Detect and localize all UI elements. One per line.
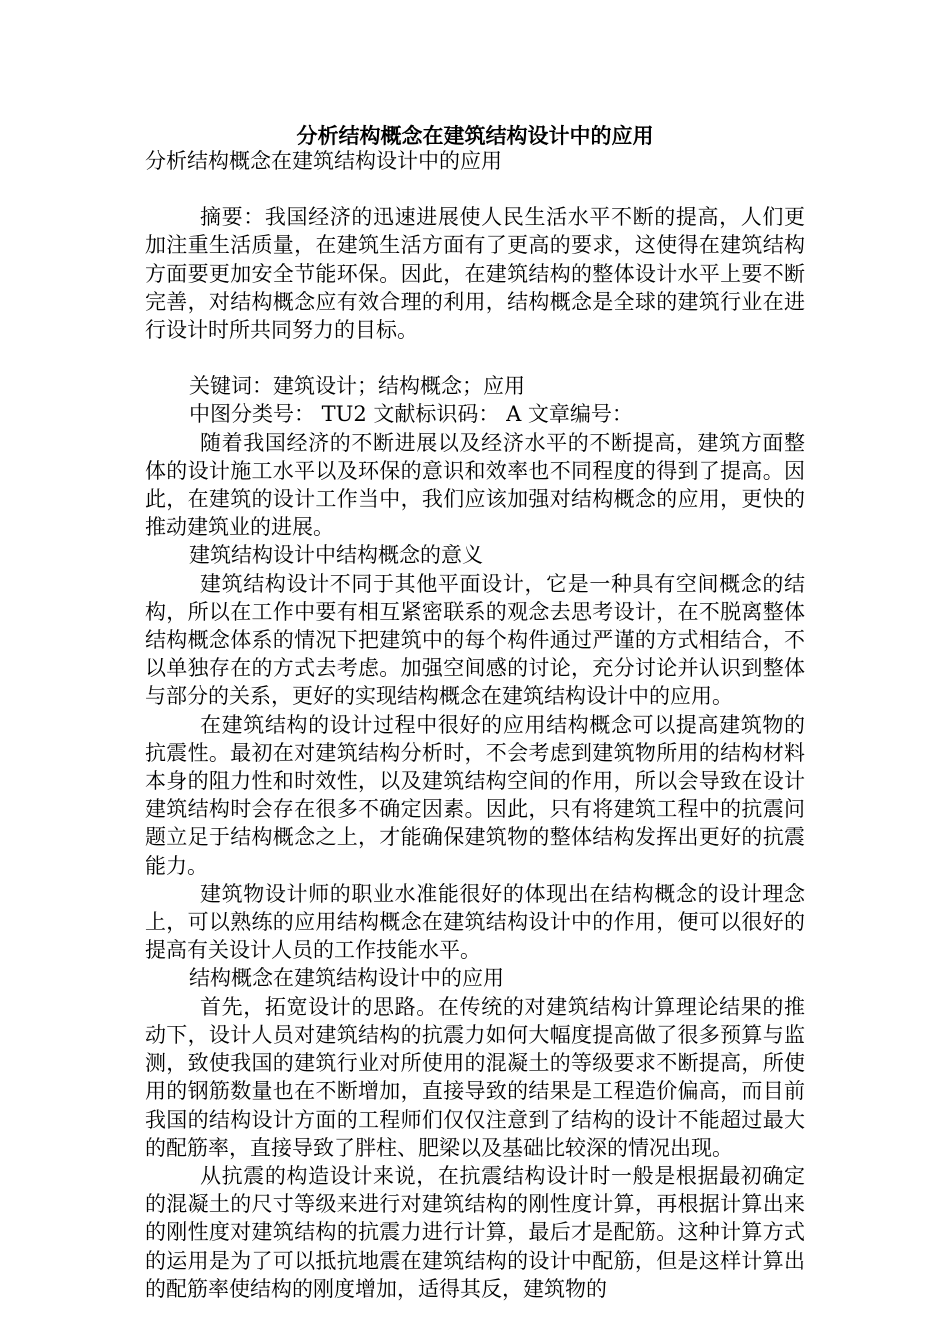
keywords-line: 关键词：建筑设计；结构概念；应用 bbox=[189, 374, 525, 399]
section-heading: 建筑结构设计中结构概念的意义 bbox=[189, 543, 483, 568]
classification-line: 中图分类号： TU2 文献标识码： A 文章编号： bbox=[189, 402, 633, 427]
abstract-paragraph: 摘要：我国经济的迅速进展使人民生活水平不断的提高，人们更加注重生活质量，在建筑生活方面有了更高的要求，这使得在建筑结构方面要更加安全节能环保。因此，在建筑结构的整体设计水平上要不断完善，对结构概念应有效合理的利用，结构概念是全球的建筑行业在进行设计时所共同努力的目标。 bbox=[145, 205, 805, 343]
document-subtitle: 分析结构概念在建筑结构设计中的应用 bbox=[145, 149, 502, 173]
document-title: 分析结构概念在建筑结构设计中的应用 bbox=[296, 124, 654, 148]
body-paragraph: 从抗震的构造设计来说，在抗震结构设计时一般是根据最初确定的混凝土的尺寸等级来进行对建筑结构的刚性度计算，再根据计算出来的刚性度对建筑结构的抗震力进行计算，最后才是配筋。这种计算方式的运用是为了可以抵抗地震在建筑结构的设计中配筋，但是这样计算出的配筋率使结构的刚度增加，适得其反，建筑物的 bbox=[145, 1163, 805, 1301]
document-body bbox=[145, 147, 805, 1303]
body-paragraph: 在建筑结构的设计过程中很好的应用结构概念可以提高建筑物的抗震性。最初在对建筑结构分析时，不会考虑到建筑物所用的结构材料本身的阻力性和时效性，以及建筑结构空间的作用，所以会导致在设计建筑结构时会存在很多不确定因素。因此，只有将建筑工程中的抗震问题立足于结构概念之上，才能确保建筑物的整体结构发挥出更好的抗震能力。 bbox=[145, 712, 805, 878]
body-paragraph: 建筑物设计师的职业水准能很好的体现出在结构概念的设计理念上，可以熟练的应用结构概念在建筑结构设计中的作用，便可以很好的提高有关设计人员的工作技能水平。 bbox=[145, 881, 805, 963]
intro-paragraph: 随着我国经济的不断进展以及经济水平的不断提高，建筑方面整体的设计施工水平以及环保的意识和效率也不同程度的得到了提高。因此，在建筑的设计工作当中，我们应该加强对结构概念的应用，更快的推动建筑业的进展。 bbox=[145, 430, 805, 540]
blank-line bbox=[145, 175, 805, 203]
blank-line bbox=[145, 344, 805, 372]
body-paragraph: 首先，拓宽设计的思路。在传统的对建筑结构计算理论结果的推动下，设计人员对建筑结构的抗震力如何大幅度提高做了很多预算与监测，致使我国的建筑行业对所使用的混凝土的等级要求不断提高，所使用的钢筋数量也在不断增加，直接导致的结果是工程造价偏高，而目前我国的结构设计方面的工程师们仅仅注意到了结构的设计不能超过最大的配筋率，直接导致了胖柱、肥梁以及基础比较深的情况出现。 bbox=[145, 994, 805, 1160]
body-paragraph: 建筑结构设计不同于其他平面设计，它是一种具有空间概念的结构，所以在工作中要有相互紧密联系的观念去思考设计，在不脱离整体结构概念体系的情况下把建筑中的每个构件通过严谨的方式相结合，不以单独存在的方式去考虑。加强空间感的讨论，充分讨论并认识到整体与部分的关系，更好的实现结构概念在建筑结构设计中的应用。 bbox=[145, 571, 805, 709]
section-heading: 结构概念在建筑结构设计中的应用 bbox=[189, 966, 504, 991]
